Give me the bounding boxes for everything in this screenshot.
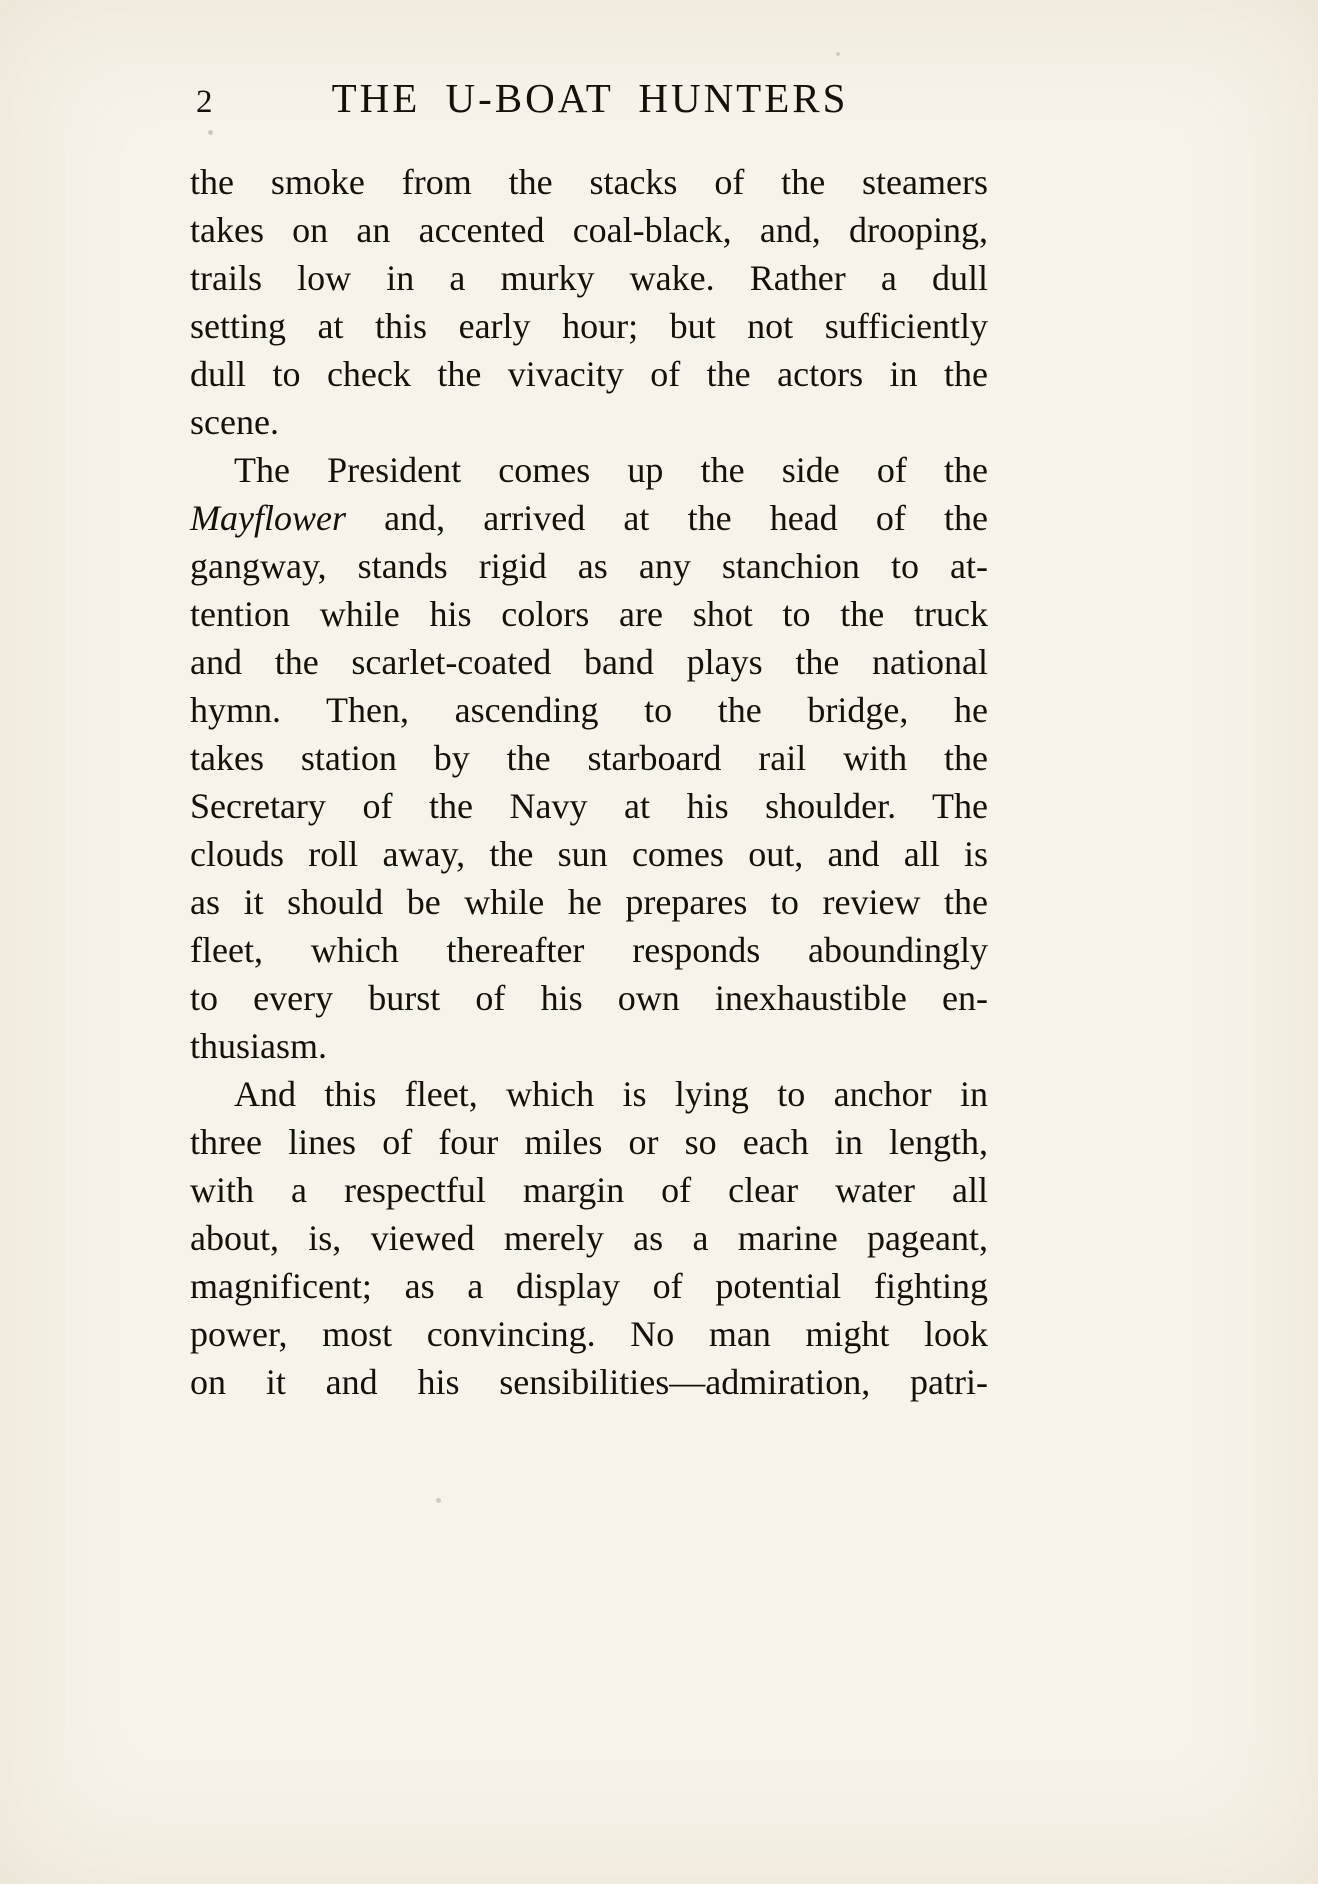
text-segment: trails low in a murky wake. Rather a dull (190, 258, 988, 298)
text-segment: magnificent; as a display of potential fighting (190, 1266, 988, 1306)
text-line (190, 494, 988, 542)
page-header (190, 76, 990, 132)
text-line (190, 830, 988, 878)
text-segment: clouds roll away, the sun comes out, and all is (190, 834, 988, 874)
text-segment: power, most convincing. No man might look (190, 1314, 988, 1354)
text-segment: dull to check the vivacity of the actors in the (190, 354, 988, 394)
text-line (190, 350, 988, 398)
text-line (190, 302, 988, 350)
text-line (190, 1358, 988, 1406)
text-segment: And this fleet, which is lying to anchor in (234, 1074, 988, 1114)
text-segment: scene. (190, 402, 279, 442)
text-line (190, 686, 988, 734)
text-segment: about, is, viewed merely as a marine pageant, (190, 1218, 988, 1258)
text-line (190, 1310, 988, 1358)
text-segment: and the scarlet-coated band plays the national (190, 642, 988, 682)
scan-speck (436, 1498, 441, 1503)
italic-text: Mayflower (190, 498, 346, 538)
text-segment: Secretary of the Navy at his shoulder. The (190, 786, 988, 826)
text-line (190, 1166, 988, 1214)
text-line (190, 542, 988, 590)
text-segment: three lines of four miles or so each in length, (190, 1122, 988, 1162)
text-line (190, 1022, 988, 1070)
text-segment: hymn. Then, ascending to the bridge, he (190, 690, 988, 730)
text-line (190, 878, 988, 926)
running-head: THE U-BOAT HUNTERS (331, 75, 849, 121)
text-segment: the smoke from the stacks of the steamers (190, 162, 988, 202)
paragraph (190, 1070, 988, 1406)
text-line (190, 1118, 988, 1166)
text-line (190, 734, 988, 782)
text-segment: to every burst of his own inexhaustible en- (190, 978, 988, 1018)
text-line (190, 1262, 988, 1310)
text-line (190, 206, 988, 254)
text-segment: thusiasm. (190, 1026, 328, 1066)
text-line (190, 926, 988, 974)
text-line (190, 638, 988, 686)
text-segment: takes station by the starboard rail with the (190, 738, 988, 778)
text-segment: The President comes up the side of the (234, 450, 988, 490)
text-segment: takes on an accented coal-black, and, drooping, (190, 210, 988, 250)
scan-speck (836, 52, 840, 56)
text-line (190, 398, 988, 446)
text-line (190, 254, 988, 302)
text-segment: and, arrived at the head of the (345, 498, 988, 538)
text-line (190, 782, 988, 830)
text-line (190, 1070, 988, 1118)
text-segment: as it should be while he prepares to review the (190, 882, 988, 922)
text-line (190, 1214, 988, 1262)
text-segment: with a respectful margin of clear water all (190, 1170, 988, 1210)
scan-speck (208, 130, 213, 135)
text-segment: setting at this early hour; but not sufficiently (190, 306, 988, 346)
text-line (190, 974, 988, 1022)
page-number: 2 (196, 84, 213, 120)
text-segment: fleet, which thereafter responds aboundingly (190, 930, 988, 970)
paragraph (190, 446, 988, 1070)
text-line (190, 158, 988, 206)
page-body (190, 158, 988, 1406)
text-segment: tention while his colors are shot to the truck (190, 594, 988, 634)
text-line (190, 590, 988, 638)
text-segment: on it and his sensibilities—admiration, patri- (190, 1362, 988, 1402)
text-segment: gangway, stands rigid as any stanchion to at- (190, 546, 988, 586)
text-line (190, 446, 988, 494)
paragraph (190, 158, 988, 446)
